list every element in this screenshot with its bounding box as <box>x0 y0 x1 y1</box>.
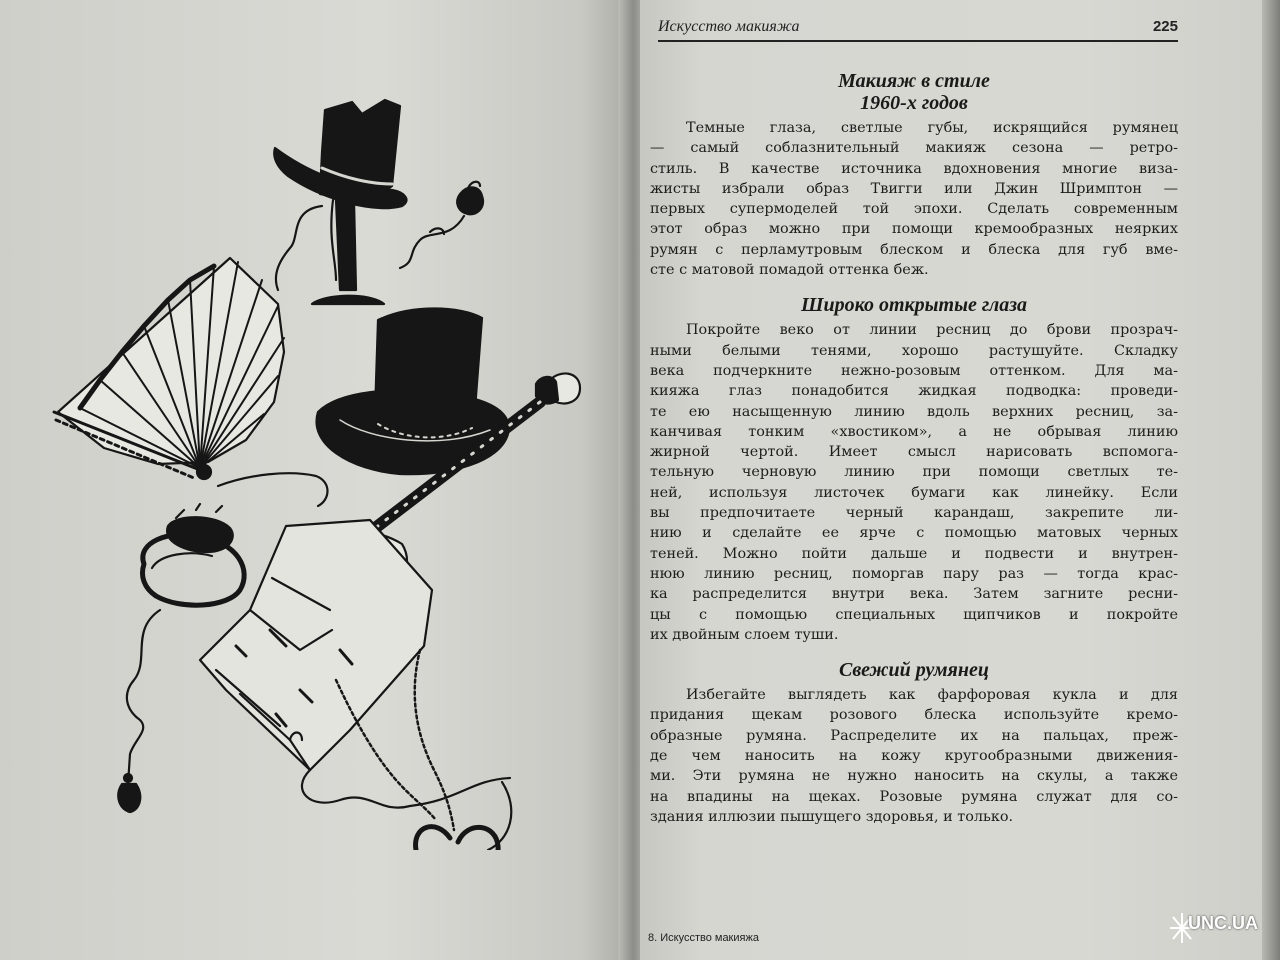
page-number: 225 <box>1152 18 1178 35</box>
heart-pendant-icon <box>416 827 499 850</box>
text-line: де чем наносить на кожу кругообразными движения- <box>650 748 1178 765</box>
text-line: стиль. В качестве источника вдохновения многие виза- <box>650 160 1178 177</box>
heading-line: Макияж в стиле <box>838 70 990 92</box>
shirt-icon <box>200 520 432 770</box>
text-line: ка распределится внутри века. Затем загните ресни- <box>650 586 1178 603</box>
text-line: — самый соблазнительный макияж сезона — ретро- <box>650 140 1178 157</box>
text-line: века подчеркните нежно-розовым оттенком. Для ма- <box>650 362 1178 379</box>
ring-icon <box>143 504 245 605</box>
section-heading <box>650 294 1178 316</box>
hat-stand-icon <box>312 200 384 304</box>
text-line: кияжа глаз понадобится жидкая подводка: проведи- <box>650 383 1178 400</box>
text-line: ми. Эти румяна не нужно наносить на скулы, а также <box>650 768 1178 785</box>
text-line: ней, используя листочек бумаги как линейку. Если <box>650 484 1178 501</box>
flower-icon <box>400 182 483 268</box>
section-heading <box>650 70 1178 114</box>
text-line: вы предпочитаете черный карандаш, закрепите ли- <box>650 505 1178 522</box>
text-line: ными белыми тенями, хорошо растушуйте. Складку <box>650 342 1178 359</box>
footer-signature: 8. Искусство макияжа <box>648 932 759 944</box>
text-line: тельную черновую линию при помощи светлых те- <box>650 464 1178 481</box>
text-line: Покройте веко от линии ресниц до брови прозрач- <box>686 322 1178 339</box>
text-line: те ею насыщенную линию вдоль верхних ресниц, за- <box>650 403 1178 420</box>
text-line: сте с матовой помадой оттенка беж. <box>650 262 929 279</box>
fashion-illustration <box>40 90 620 850</box>
text-line: образные румяна. Распределите их на пальцах, преж- <box>650 727 1178 744</box>
text-line: жисты избрали образ Твигги или Джин Шримптон — <box>650 180 1178 197</box>
text-line: канчивая тонким «хвостиком», а не обрывая линию <box>650 423 1178 440</box>
text-line: их двойным слоем туши. <box>650 626 839 643</box>
text-line: придания щекам розового блеска используйте кремо- <box>650 707 1178 724</box>
text-line: на впадины на щеках. Розовые румяна служат для со- <box>650 788 1178 805</box>
text-line: жирной чертой. Имеет смысл нарисовать вспомога- <box>650 444 1178 461</box>
text-line: Темные глаза, светлые губы, искрящийся румянец <box>686 120 1178 136</box>
text-line: нию и сделайте ее ярче с помощью матовых черных <box>650 525 1178 542</box>
text-line: первых супермоделей той эпохи. Сделать современным <box>650 201 1178 218</box>
hat-icon <box>274 100 406 208</box>
watermark-text: UNC.UA <box>1188 913 1258 933</box>
running-head <box>658 18 1178 42</box>
article-text <box>650 70 1178 827</box>
text-line: теней. Можно пойти дальше и подвести и внутрен- <box>650 545 1178 562</box>
section-heading <box>650 659 1178 681</box>
text-line: здания иллюзии пышущего здоровья, и только. <box>650 808 1014 825</box>
text-line: Избегайте выглядеть как фарфоровая кукла и для <box>686 687 1178 704</box>
heading-line: Свежий румянец <box>839 659 989 682</box>
heading-line: 1960-х годов <box>860 92 968 114</box>
heading-line: Широко открытые глаза <box>800 294 1028 317</box>
earring-icon <box>118 610 160 812</box>
running-head-title: Искусство макияжа <box>658 18 800 35</box>
text-line: этот образ можно при помощи кремообразных неярких <box>650 221 1178 238</box>
page-edge <box>1262 0 1280 960</box>
fan-icon <box>54 258 284 479</box>
text-line: румян с перламутровым блеском и блеска для губ вме- <box>650 241 1178 258</box>
text-line: цы с помощью специальных щипчиков и покройте <box>650 606 1178 623</box>
text-line: нюю линию ресниц, поморгав пару раз — тогда крас- <box>650 565 1178 582</box>
